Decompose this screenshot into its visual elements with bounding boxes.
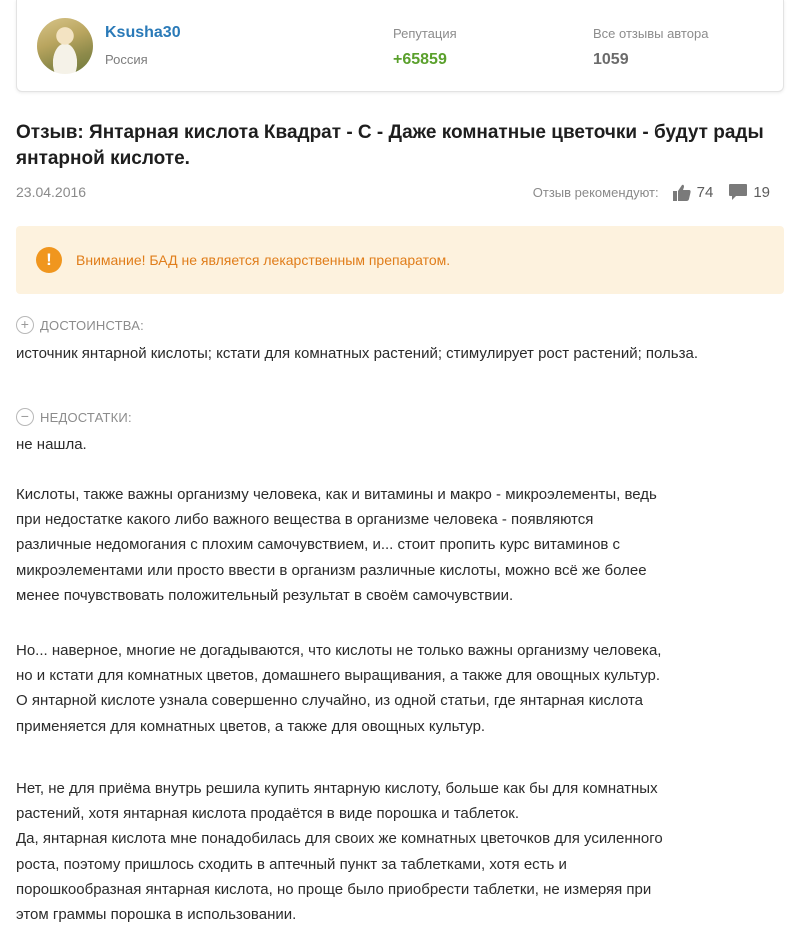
all-reviews-label[interactable]: Все отзывы автора <box>593 26 709 41</box>
body-paragraph-1: Кислоты, также важны организму человека, как и витамины и макро - микроэлементы, ведь при недостатке какого либо важного вещества в организме человека - появляются различные недомогания с плохим самочувствием, и... стоит пропить курс витаминов с микроэлементами или просто ввести в организм различные кислоты, можно всё же более менее почувствовать положительный результат в своём самочувствии. <box>16 486 657 604</box>
recommend-bar <box>533 184 770 201</box>
avatar[interactable] <box>37 18 93 74</box>
cons-heading <box>16 408 132 426</box>
warning-text: Внимание! БАД не является лекарственным препаратом. <box>76 252 451 268</box>
pros-text: источник янтарной кислоты; кстати для комнатных растений; стимулирует рост растений; польза. <box>16 345 699 362</box>
warning-banner <box>16 226 784 294</box>
cons-text: не нашла. <box>16 436 87 453</box>
pros-heading-label: ДОСТОИНСТВА: <box>40 317 144 333</box>
comment-icon[interactable] <box>729 184 747 201</box>
author-country: Россия <box>105 52 148 67</box>
thumbs-up-icon[interactable] <box>673 184 691 201</box>
reputation-label: Репутация <box>393 26 457 41</box>
plus-circle-icon: + <box>16 316 34 334</box>
recommend-label: Отзыв рекомендуют: <box>532 185 659 200</box>
author-card <box>16 0 784 92</box>
likes-count: 74 <box>696 184 714 201</box>
exclamation-icon: ! <box>36 247 62 273</box>
author-name-link[interactable]: Ksusha30 <box>105 24 181 41</box>
pros-heading <box>16 316 144 334</box>
comments-count: 19 <box>753 184 770 201</box>
minus-circle-icon: − <box>16 408 34 426</box>
review-date: 23.04.2016 <box>16 184 87 200</box>
cons-heading-label: НЕДОСТАТКИ: <box>40 409 132 425</box>
review-title: Отзыв: Янтарная кислота Квадрат - С - Даже комнатные цветочки - будут рады янтарной кислоте. <box>16 122 764 169</box>
reputation-value: +65859 <box>393 51 447 68</box>
body-paragraph-2: Но... наверное, многие не догадываются, что кислоты не только важны организму человека, но и кстати для комнатных цветов, домашнего выращивания, а также для овощных культур. О янтарной кислоте узнала совершенно случайно, из одной статьи, где янтарная кислота применяется для комнатных цветов, а также для овощных культур. <box>16 642 662 735</box>
all-reviews-count[interactable]: 1059 <box>593 51 629 68</box>
body-paragraph-3: Нет, не для приёма внутрь решила купить янтарную кислоту, больше как бы для комнатных растений, хотя янтарная кислота продаётся в виде порошка и таблеток. Да, янтарная кислота мне понадобилась для своих же комнатных цветочков для усиленного роста, поэтому пришлось сходить в аптечный пункт за таблетками, хотя есть и порошкообразная янтарная кислота, но проще было приобрести таблетки, не измеряя при этом граммы порошка в использовании. <box>16 780 663 924</box>
